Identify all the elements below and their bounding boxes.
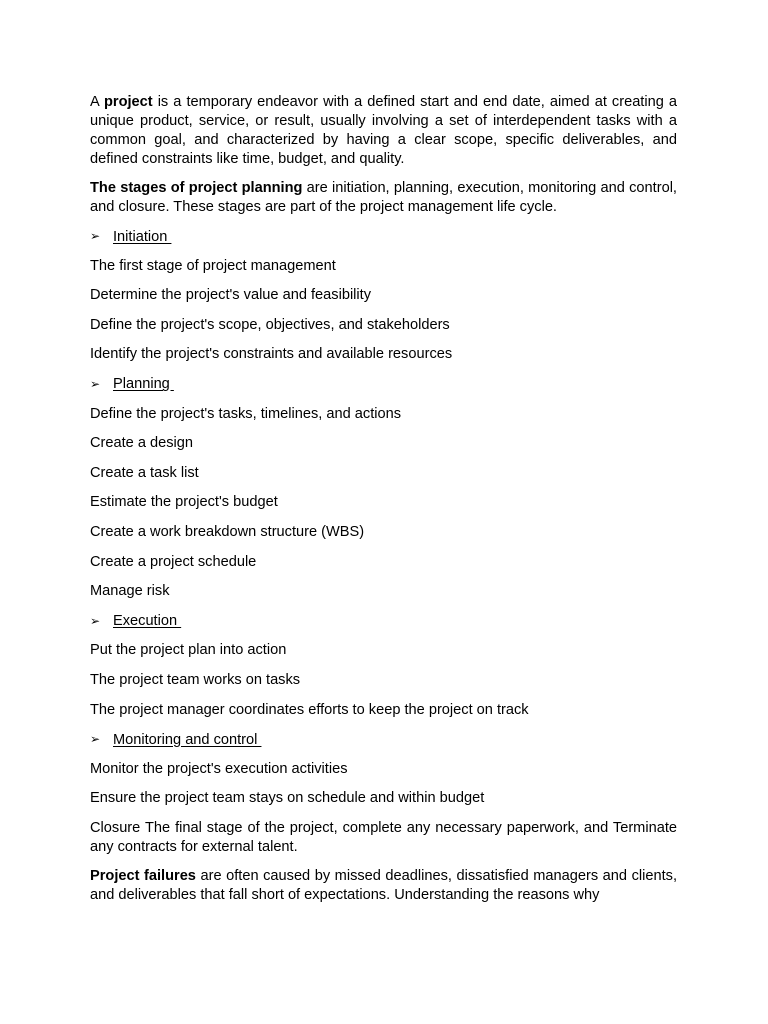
- list-item: Estimate the project's budget: [90, 494, 278, 511]
- list-item: The first stage of project management: [90, 257, 336, 274]
- list-item: Ensure the project team stays on schedule and within budget: [90, 790, 485, 807]
- stages-bold-term: The stages of project planning: [90, 180, 303, 196]
- arrow-bullet-icon: ➢: [90, 229, 101, 243]
- list-item: Identify the project's constraints and available resources: [90, 346, 453, 363]
- list-item: The project manager coordinates efforts to keep the project on track: [90, 701, 529, 718]
- list-item: Create a task list: [90, 464, 199, 481]
- heading-planning-label: Planning: [113, 376, 174, 393]
- arrow-bullet-icon: ➢: [90, 732, 101, 747]
- stages-text: are initiation, planning, execution, monitoring and control, and closure. These stages are part of the project management life cycle.: [90, 180, 677, 215]
- list-item: Monitor the project's execution activities: [90, 760, 348, 777]
- list-item: The project team works on tasks: [90, 671, 301, 688]
- heading-execution-label: Execution: [113, 613, 182, 630]
- heading-planning: [90, 375, 677, 394]
- intro-paragraph: [90, 93, 677, 169]
- closure-paragraph: Closure The final stage of the project, complete any necessary paperwork, and Terminate any contracts for external talent.: [90, 819, 677, 855]
- intro-bold-term: project: [103, 94, 153, 110]
- arrow-bullet-icon: ➢: [90, 613, 101, 628]
- document-page: [90, 93, 677, 915]
- list-item: Manage risk: [90, 583, 170, 600]
- failures-text: are often caused by missed deadlines, dissatisfied managers and clients, and deliverables that fall short of expectations. Understanding the reasons why: [90, 867, 677, 903]
- stages-paragraph: [90, 179, 677, 217]
- failures-paragraph: [90, 867, 677, 905]
- list-item: Define the project's tasks, timelines, and actions: [90, 405, 402, 422]
- heading-initiation: [90, 227, 677, 246]
- list-item: Determine the project's value and feasibility: [90, 287, 372, 304]
- list-item: Define the project's scope, objectives, and stakeholders: [90, 316, 450, 333]
- list-item: Create a work breakdown structure (WBS): [90, 523, 365, 540]
- intro-pre: A: [90, 94, 104, 110]
- failures-bold-term: Project failures: [90, 867, 196, 884]
- intro-text: is a temporary endeavor with a defined start and end date, aimed at creating a unique product, service, or result, usually involving a set of interdependent tasks with a common goal, and characterized by having a clear scope, specific deliverables, and defined constraints like time, budget, and quality.: [90, 94, 678, 167]
- heading-initiation-label: Initiation: [113, 228, 172, 245]
- list-item: Put the project plan into action: [90, 642, 287, 659]
- arrow-bullet-icon: ➢: [90, 376, 101, 391]
- list-item: Create a project schedule: [90, 553, 257, 570]
- heading-execution: [90, 612, 677, 631]
- heading-monitoring: [90, 730, 677, 749]
- heading-monitoring-label: Monitoring and control: [113, 731, 262, 748]
- list-item: Create a design: [90, 435, 194, 452]
